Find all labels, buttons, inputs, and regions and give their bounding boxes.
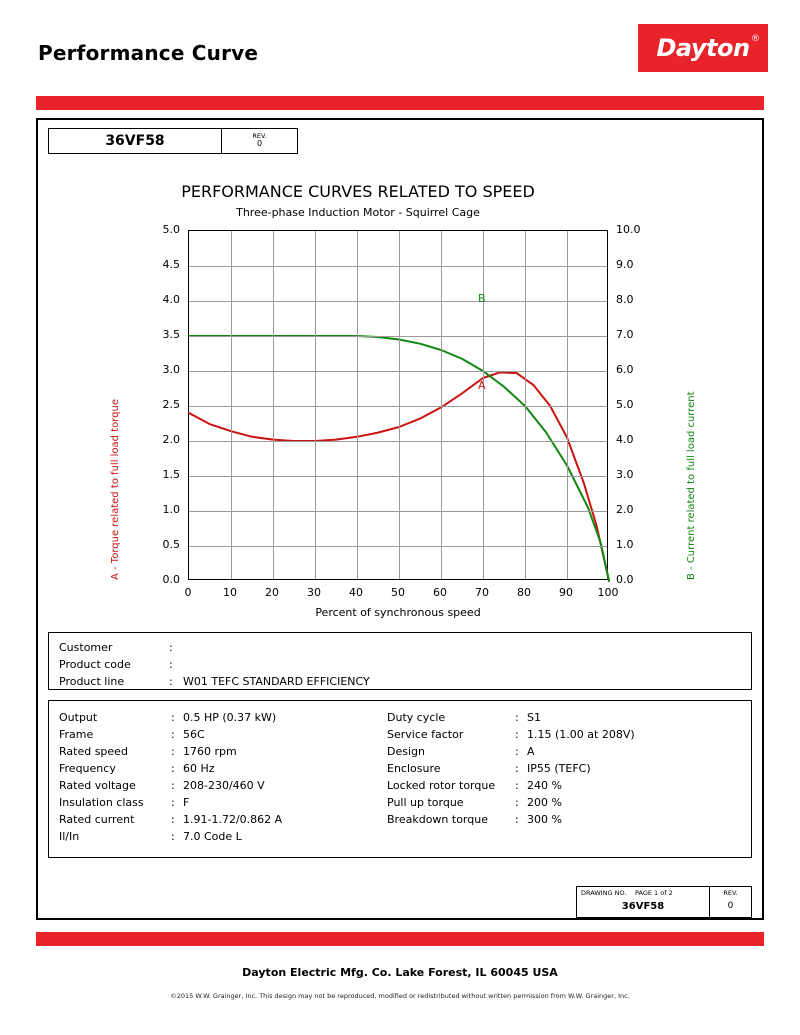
performance-chart xyxy=(48,168,752,638)
product-info-label: Product line xyxy=(59,675,125,688)
spec-separator: : xyxy=(515,813,519,826)
spec-value: 7.0 Code L xyxy=(183,830,242,843)
grid-line-vertical xyxy=(399,231,400,579)
spec-separator: : xyxy=(515,745,519,758)
spec-separator: : xyxy=(515,762,519,775)
yaxis-left-tick-label: 1.5 xyxy=(162,468,180,481)
model-number-box xyxy=(48,128,298,154)
spec-label: Il/In xyxy=(59,830,80,843)
spec-label: Rated voltage xyxy=(59,779,136,792)
yaxis-right-tick-label: 2.0 xyxy=(616,503,634,516)
product-info-label: Product code xyxy=(59,658,131,671)
spec-value: F xyxy=(183,796,190,809)
model-revision-value: 0 xyxy=(256,139,263,149)
chart-yaxis-right-label: B - Current related to full load current xyxy=(686,391,697,580)
grid-line-horizontal xyxy=(189,336,607,337)
spec-value: 1.15 (1.00 at 208V) xyxy=(527,728,635,741)
drawing-number-box xyxy=(576,886,752,918)
header-divider-bar xyxy=(36,96,764,110)
spec-label: Rated speed xyxy=(59,745,128,758)
dayton-logo xyxy=(638,24,768,72)
grid-line-vertical xyxy=(231,231,232,579)
yaxis-right-tick-label: 4.0 xyxy=(616,433,634,446)
spec-value: 1760 rpm xyxy=(183,745,237,758)
yaxis-right-tick-label: 0.0 xyxy=(616,573,634,586)
product-info-value: W01 TEFC STANDARD EFFICIENCY xyxy=(183,675,370,688)
curve-label-a: A xyxy=(478,379,486,392)
spec-value: 240 % xyxy=(527,779,562,792)
footer-divider-bar xyxy=(36,932,764,946)
yaxis-left-tick-label: 4.0 xyxy=(162,293,180,306)
grid-line-vertical xyxy=(273,231,274,579)
spec-label: Rated current xyxy=(59,813,135,826)
spec-row xyxy=(59,813,282,826)
grid-line-vertical xyxy=(483,231,484,579)
xaxis-tick-label: 80 xyxy=(517,586,531,599)
yaxis-left-tick-label: 1.0 xyxy=(162,503,180,516)
yaxis-left-tick-label: 4.5 xyxy=(162,258,180,271)
yaxis-left-tick-label: 2.0 xyxy=(162,433,180,446)
drawing-revision-panel xyxy=(710,887,751,917)
spec-value: S1 xyxy=(527,711,541,724)
spec-separator: : xyxy=(515,711,519,724)
grid-line-horizontal xyxy=(189,266,607,267)
spec-separator: : xyxy=(171,796,175,809)
spec-value: IP55 (TEFC) xyxy=(527,762,591,775)
chart-subtitle: Three-phase Induction Motor - Squirrel Cage xyxy=(236,206,480,219)
model-revision xyxy=(222,129,297,153)
spec-separator: : xyxy=(515,796,519,809)
spec-row xyxy=(59,711,276,724)
yaxis-right-tick-label: 9.0 xyxy=(616,258,634,271)
product-info-label: Customer xyxy=(59,641,113,654)
product-info-box xyxy=(48,632,752,690)
spec-row xyxy=(387,813,562,826)
yaxis-left-tick-label: 0.5 xyxy=(162,538,180,551)
spec-row xyxy=(387,762,591,775)
product-info-sep: : xyxy=(169,658,173,671)
grid-line-vertical xyxy=(441,231,442,579)
yaxis-right-tick-label: 6.0 xyxy=(616,363,634,376)
footer-legal: ©2015 W.W. Grainger, Inc. This design may not be reproduced, modified or redistributed without written permission from W.W. Grainger, Inc. xyxy=(170,992,630,1000)
spec-label: Output xyxy=(59,711,98,724)
drawing-number-label: DRAWING NO. xyxy=(581,889,627,897)
curve-label-b: B xyxy=(478,292,486,305)
xaxis-tick-label: 20 xyxy=(265,586,279,599)
grid-line-vertical xyxy=(315,231,316,579)
drawing-number-value: 36VF58 xyxy=(621,901,665,912)
spec-value: A xyxy=(527,745,535,758)
logo-text: Dayton xyxy=(656,34,750,62)
page-title: Performance Curve xyxy=(38,41,259,65)
xaxis-tick-label: 30 xyxy=(307,586,321,599)
grid-line-vertical xyxy=(525,231,526,579)
xaxis-tick-label: 10 xyxy=(223,586,237,599)
grid-line-horizontal xyxy=(189,441,607,442)
chart-plot-area xyxy=(188,230,608,580)
spec-row xyxy=(59,745,237,758)
spec-value: 56C xyxy=(183,728,205,741)
footer-company: Dayton Electric Mfg. Co. Lake Forest, IL 60045 USA xyxy=(242,966,558,979)
spec-label: Breakdown torque xyxy=(387,813,488,826)
spec-value: 200 % xyxy=(527,796,562,809)
grid-line-vertical xyxy=(357,231,358,579)
spec-label: Pull up torque xyxy=(387,796,464,809)
spec-row xyxy=(387,779,562,792)
yaxis-right-tick-label: 10.0 xyxy=(616,223,641,236)
xaxis-tick-label: 70 xyxy=(475,586,489,599)
model-number: 36VF58 xyxy=(49,129,222,153)
spec-separator: : xyxy=(171,779,175,792)
yaxis-right-tick-label: 8.0 xyxy=(616,293,634,306)
grid-line-horizontal xyxy=(189,301,607,302)
product-info-sep: : xyxy=(169,641,173,654)
drawing-revision-label: REV. xyxy=(723,889,738,897)
grid-line-horizontal xyxy=(189,371,607,372)
spec-row xyxy=(59,796,189,809)
yaxis-right-tick-label: 5.0 xyxy=(616,398,634,411)
spec-row xyxy=(387,745,535,758)
spec-value: 60 Hz xyxy=(183,762,215,775)
yaxis-left-tick-label: 5.0 xyxy=(162,223,180,236)
spec-row xyxy=(59,762,215,775)
xaxis-tick-label: 40 xyxy=(349,586,363,599)
spec-separator: : xyxy=(515,728,519,741)
xaxis-tick-label: 90 xyxy=(559,586,573,599)
spec-separator: : xyxy=(171,813,175,826)
spec-separator: : xyxy=(171,728,175,741)
spec-label: Service factor xyxy=(387,728,464,741)
drawing-revision-value: 0 xyxy=(727,901,734,911)
yaxis-left-tick-label: 0.0 xyxy=(162,573,180,586)
yaxis-right-tick-label: 3.0 xyxy=(616,468,634,481)
spec-separator: : xyxy=(515,779,519,792)
spec-separator: : xyxy=(171,745,175,758)
spec-value: 300 % xyxy=(527,813,562,826)
yaxis-left-tick-label: 2.5 xyxy=(162,398,180,411)
chart-xaxis-label: Percent of synchronous speed xyxy=(315,606,481,619)
spec-separator: : xyxy=(171,830,175,843)
product-info-row xyxy=(59,658,183,671)
xaxis-tick-label: 60 xyxy=(433,586,447,599)
spec-label: Duty cycle xyxy=(387,711,446,724)
specifications-box xyxy=(48,700,752,858)
spec-value: 1.91-1.72/0.862 A xyxy=(183,813,283,826)
product-info-row xyxy=(59,675,370,688)
grid-line-horizontal xyxy=(189,546,607,547)
registered-trademark-icon: ® xyxy=(751,34,760,44)
yaxis-right-tick-label: 7.0 xyxy=(616,328,634,341)
spec-value: 0.5 HP (0.37 kW) xyxy=(183,711,277,724)
spec-row xyxy=(387,711,541,724)
product-info-row xyxy=(59,641,183,654)
spec-label: Frequency xyxy=(59,762,116,775)
chart-yaxis-left-label: A - Torque related to full load torque xyxy=(110,398,121,580)
yaxis-left-tick-label: 3.0 xyxy=(162,363,180,376)
page-header xyxy=(0,0,800,92)
spec-row xyxy=(59,779,265,792)
yaxis-right-tick-label: 1.0 xyxy=(616,538,634,551)
drawing-number-panel xyxy=(577,887,710,917)
spec-separator: : xyxy=(171,762,175,775)
spec-label: Frame xyxy=(59,728,94,741)
spec-row xyxy=(59,830,242,843)
spec-row xyxy=(387,728,635,741)
grid-line-vertical xyxy=(567,231,568,579)
xaxis-tick-label: 0 xyxy=(184,586,192,599)
spec-label: Locked rotor torque xyxy=(387,779,496,792)
grid-line-horizontal xyxy=(189,406,607,407)
spec-row xyxy=(59,728,205,741)
spec-row xyxy=(387,796,562,809)
xaxis-tick-label: 100 xyxy=(597,586,619,599)
product-info-sep: : xyxy=(169,675,173,688)
model-revision-label: REV. xyxy=(252,132,267,141)
grid-line-horizontal xyxy=(189,511,607,512)
spec-label: Insulation class xyxy=(59,796,144,809)
spec-label: Design xyxy=(387,745,425,758)
yaxis-left-tick-label: 3.5 xyxy=(162,328,180,341)
chart-title: PERFORMANCE CURVES RELATED TO SPEED xyxy=(181,182,535,201)
drawing-page-label: PAGE 1 of 2 xyxy=(635,889,673,897)
xaxis-tick-label: 50 xyxy=(391,586,405,599)
spec-value: 208-230/460 V xyxy=(183,779,265,792)
grid-line-horizontal xyxy=(189,476,607,477)
spec-label: Enclosure xyxy=(387,762,441,775)
spec-separator: : xyxy=(171,711,175,724)
